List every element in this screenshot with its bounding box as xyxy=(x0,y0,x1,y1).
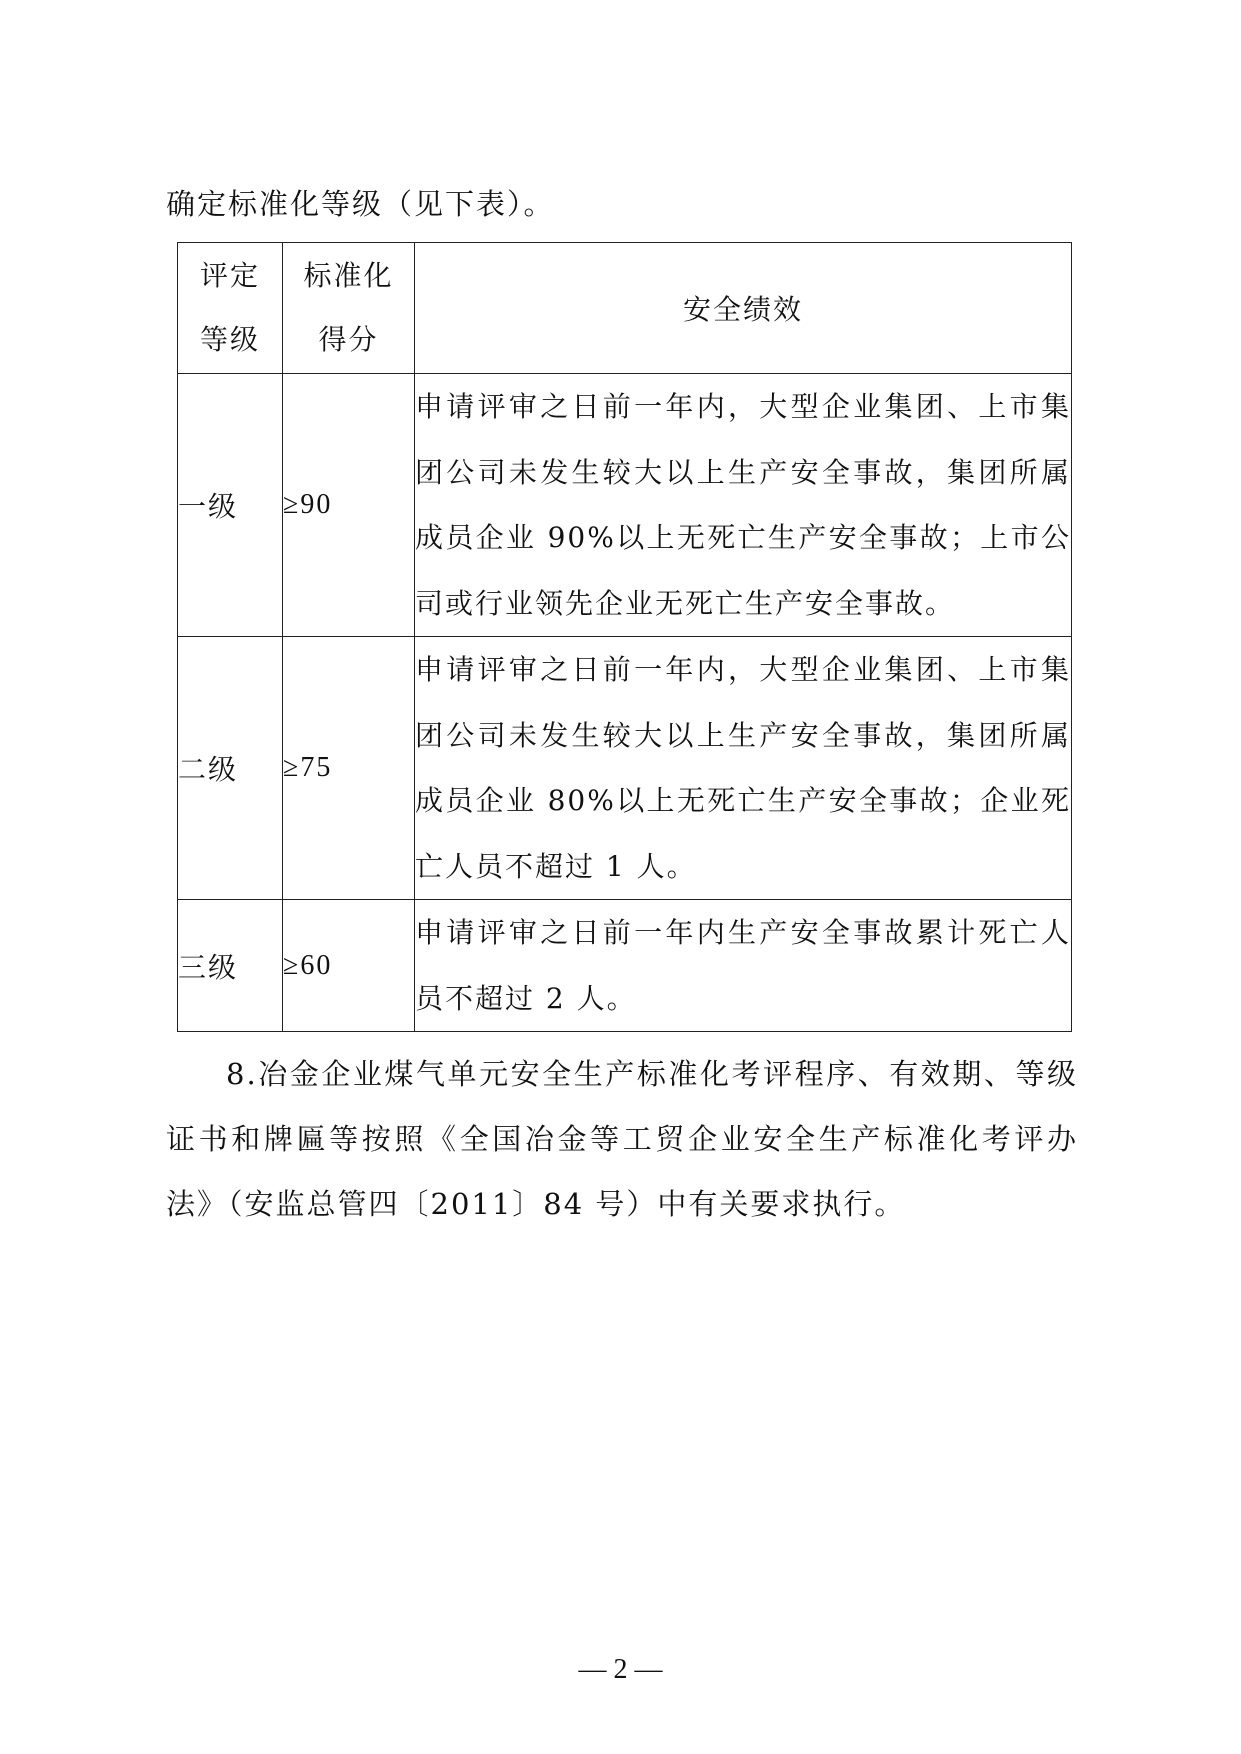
page-number: — 2 — xyxy=(578,1654,663,1685)
table-header-row xyxy=(178,243,1072,374)
grade-cell: 二级 xyxy=(178,637,283,900)
score-cell: ≥75 xyxy=(283,637,415,900)
header-grade-line1: 评定 xyxy=(199,259,260,292)
score-cell: ≥90 xyxy=(283,374,415,637)
body-paragraph: 8.冶金企业煤气单元安全生产标准化考评程序、有效期、等级证书和牌匾等按照《全国冶金等工贸企业安全生产标准化考评办法》（安监总管四〔2011〕84 号）中有关要求执行。 xyxy=(166,1057,1078,1221)
table-row xyxy=(178,900,1072,1032)
intro-text: 确定标准化等级（见下表）。 xyxy=(166,187,555,221)
header-performance: 安全绩效 xyxy=(415,243,1072,374)
header-grade-line2: 等级 xyxy=(199,323,260,356)
table-row xyxy=(178,374,1072,637)
header-grade xyxy=(178,243,283,374)
header-score-line2: 得分 xyxy=(318,323,379,356)
performance-cell: 申请评审之日前一年内生产安全事故累计死亡人员不超过 2 人。 xyxy=(415,900,1072,1032)
header-score xyxy=(283,243,415,374)
score-cell: ≥60 xyxy=(283,900,415,1032)
table-row xyxy=(178,637,1072,900)
header-score-line1: 标准化 xyxy=(303,259,394,292)
performance-cell: 申请评审之日前一年内，大型企业集团、上市集团公司未发生较大以上生产安全事故，集团所属成员企业 80%以上无死亡生产安全事故；企业死亡人员不超过 1 人。 xyxy=(415,637,1072,900)
grade-cell: 一级 xyxy=(178,374,283,637)
grade-cell: 三级 xyxy=(178,900,283,1032)
grade-table xyxy=(177,242,1072,1032)
performance-cell: 申请评审之日前一年内，大型企业集团、上市集团公司未发生较大以上生产安全事故，集团所属成员企业 90%以上无死亡生产安全事故；上市公司或行业领先企业无死亡生产安全事故。 xyxy=(415,374,1072,637)
